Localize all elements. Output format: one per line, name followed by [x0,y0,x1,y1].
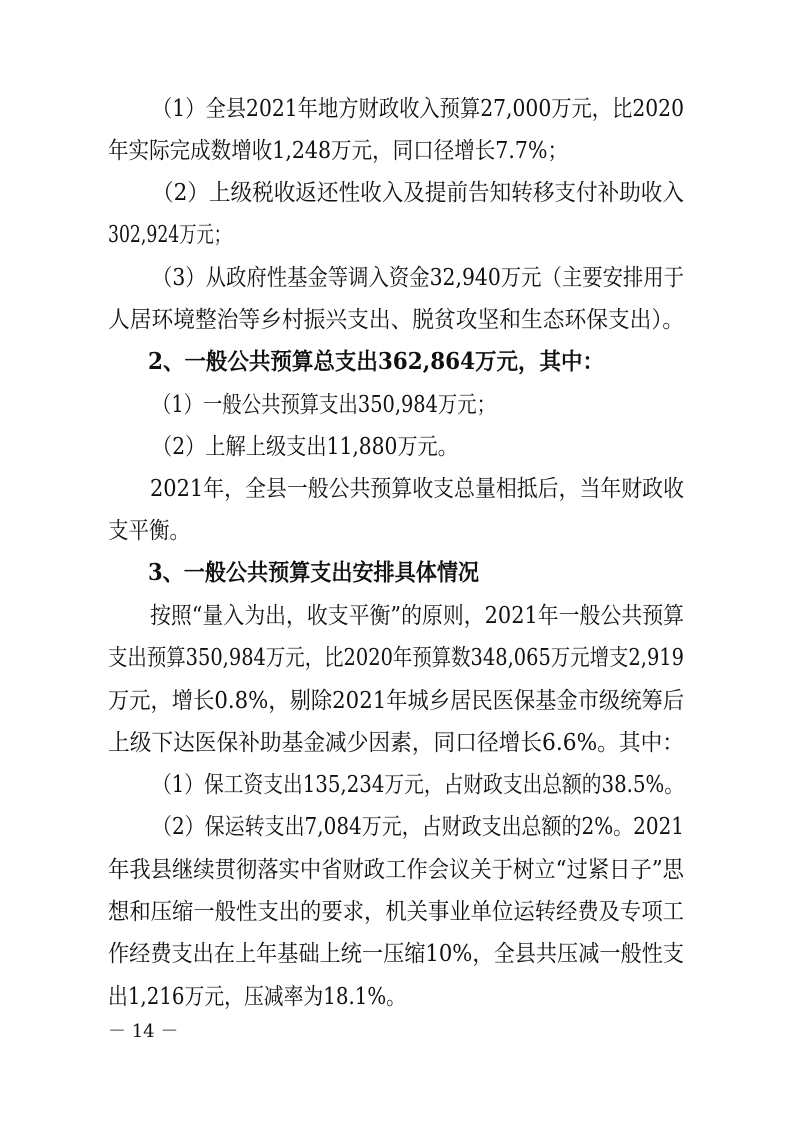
body-text-line [0,679,793,723]
body-text-line [0,932,793,976]
body-text-line [0,636,793,680]
line-text: 年实际完成数增收1,248万元，同口径增长7.7%； [108,138,568,164]
line-text: （2）上解上级支出11,880万元。 [152,434,458,460]
body-text-line [0,129,793,173]
line-text: 上级下达医保补助基金减少因素，同口径增长6.6%。其中： [108,730,684,756]
body-text-line [0,213,793,257]
body-text-line [0,256,793,300]
body-text-line [0,975,793,1019]
line-text: 年我县继续贯彻落实中省财政工作会议关于树立“过紧日子”思 [108,857,684,883]
body-text-line [0,594,793,638]
body-text-line [0,763,793,807]
line-text: （2）上级税收返还性收入及提前告知转移支付补助收入 [152,180,684,206]
line-text: （1）保工资支出135,234万元，占财政支出总额的38.5%。 [152,772,684,798]
line-text: 302,924万元； [108,222,231,248]
line-text: 2021年，全县一般公共预算收支总量相抵后，当年财政收 [150,476,684,502]
line-text: 作经费支出在上年基础上统一压缩10%，全县共压减一般性支 [108,941,684,967]
line-text: 按照“量入为出，收支平衡”的原则，2021年一般公共预算 [150,603,684,629]
body-text-line [0,425,793,469]
heading-text: 3、一般公共预算支出安排具体情况 [148,559,479,586]
section-heading [0,551,793,595]
page-number: － 14 － [108,1021,179,1042]
body-text-line [0,171,793,215]
section-heading [0,340,793,384]
line-text: （2）保运转支出7,084万元，占财政支出总额的2%。2021 [152,814,684,840]
line-text: 人居环境整治等乡村振兴支出、脱贫攻坚和生态环保支出）。 [108,307,684,333]
body-text-line [0,890,793,934]
line-text: 想和压缩一般性支出的要求，机关事业单位运转经费及专项工 [108,899,684,925]
line-text: 万元，增长0.8%，剔除2021年城乡居民医保基金市级统筹后 [108,688,684,714]
line-text: （1）一般公共预算支出350,984万元； [152,392,496,418]
body-text-line [0,509,793,553]
line-text: 出1,216万元，压减率为18.1%。 [108,984,406,1010]
body-text-line [0,721,793,765]
body-text-line [0,87,793,131]
body-text-line [0,298,793,342]
line-text: （1）全县2021年地方财政收入预算27,000万元，比2020 [152,96,684,122]
body-text-line [0,467,793,511]
line-text: 支出预算350,984万元，比2020年预算数348,065万元增支2,919 [108,645,684,671]
heading-text: 2、一般公共预算总支出362,864万元，其中： [148,348,604,375]
body-text-line [0,383,793,427]
line-text: 支平衡。 [108,518,190,544]
body-text-line [0,805,793,849]
body-text-line [0,848,793,892]
line-text: （3）从政府性基金等调入资金32,940万元（主要安排用于 [152,265,684,291]
